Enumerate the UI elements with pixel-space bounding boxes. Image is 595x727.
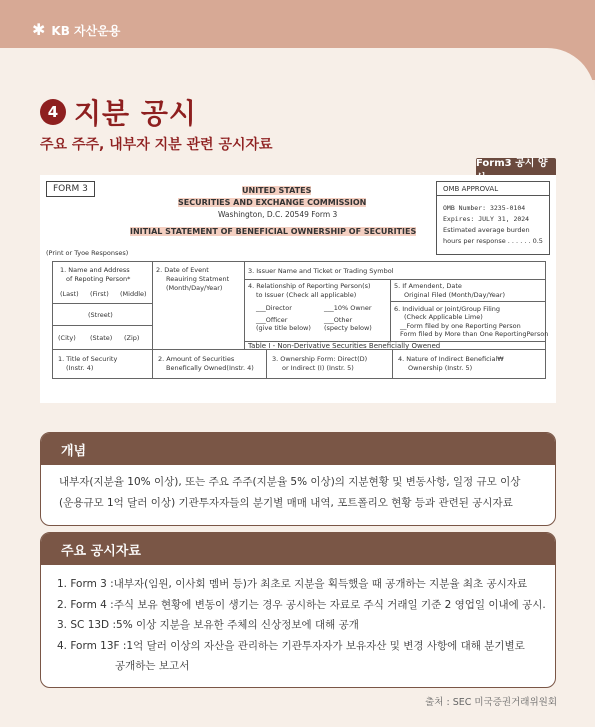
c2-title2: Reauiring Statment [166,275,230,283]
c1-last: (Last) [60,290,79,298]
item-text: 주식 보유 현황에 변동이 생기는 경우 공시하는 자료로 주식 거래일 기준 2 영업일 이내에 공시. [113,598,546,611]
section-number: 4 [40,99,66,125]
form3-document [40,175,556,403]
item-label: 3. SC 13D : [57,619,117,631]
item-text: 5% 이상 지분을 보유한 주체의 신상정보에 대해 공개 [116,619,359,631]
kb-star-icon: ✱ [32,20,46,39]
c4-title1: 4. Relationship of Reporting Person(s) [248,282,371,290]
table-title: Table I - Non-Derivative Securities Beneficially Owened [248,342,441,350]
list-item [57,574,537,595]
t1-a: 1. Title of Security [58,355,118,363]
c4-officer1: ___Officer [256,316,288,324]
header-line1: UNITED STATES [242,186,312,195]
c1-title2: of Repoting Person* [66,275,131,283]
concept-heading: 개념 [41,433,555,465]
grid-line [390,279,391,341]
c4-officer2: (give title below) [256,324,311,332]
header-line4: INITIAL STATEMENT OF BENEFICIAL OWNERSHIP OF SECURITIES [130,227,417,236]
omb-approval-box [436,181,550,255]
c1-zip: (Zip) [124,334,140,342]
c5-title2: Original Filed (Month/Day/Year) [404,291,505,299]
c3-title: 3. Issuer Name and Ticket or Trading Symbol [248,267,394,275]
t4-a: 4. Nature of Indirect Beneficial₩ [398,355,504,363]
grid-line [52,325,152,326]
item-label: 1. Form 3 : [57,578,114,590]
t1-b: (Instr. 4) [66,364,94,372]
item-text: 1억 달러 이상의 자산을 관리하는 기관투자자가 보유자산 및 변경 사항에 대해 분기별로 [126,639,525,652]
grid-line [152,349,153,379]
form-tag: Form3 공시 양 [476,158,556,180]
t3-b: or Indirect (I) (Instr. 5) [282,364,354,372]
source-note: 출처 : SEC 미국증권거래위원회 [425,697,557,708]
kb-logo [32,20,120,40]
concept-line2: (운용규모 1억 달러 이상) 기관투자자들의 분기별 매매 내역, 포트폴리오 현황 등과 관련된 공시자료 [59,497,513,509]
materials-panel [40,532,556,688]
header-line2: SECURITIES AND EXCHANGE COMMISSION [178,198,367,207]
brand-name: KB 자산운용 [51,23,121,38]
grid-line [390,301,546,302]
grid-line [152,261,153,349]
omb-title: OMB APPROVAL [443,185,499,193]
omb-number: OMB Number: 3235-0104 [443,204,526,212]
concept-panel [40,432,556,526]
c5-title1: 5. If Amendent, Date [394,282,462,290]
c1-first: (First) [90,290,109,298]
c4-title2: to Issuer (Check all applicable) [256,291,357,299]
grid-line [244,261,245,349]
item-label: 2. Form 4 : [57,598,114,611]
grid-line [266,349,267,379]
t2-b: Benefically Owned(Instr. 4) [166,364,254,372]
list-item [57,615,537,636]
omb-burden1: Estimated average burden [443,226,530,234]
c1-city: (City) [58,334,76,342]
section-title: 지분 공시 [74,97,197,130]
c4-director: ___Director [256,304,292,312]
print-note: (Print or Tyoe Responses) [46,249,129,257]
c6-title4: Form filed by More than One ReportingPerson [400,330,549,338]
omb-expires: Expires: JULY 31, 2024 [443,215,530,223]
c6-title3: __Form filed by one Reporting Person [400,322,521,330]
list-item [57,595,546,616]
concept-line1: 내부자(지분율 10% 이상), 또는 주요 주주(지분율 5% 이상)의 지분현황 및 변동사항, 일정 규모 이상 [59,476,521,488]
c4-other1: ___Other [324,316,353,324]
omb-burden2: hours per response . . . . . . 0.5 [443,237,543,245]
c2-title3: (Month/Day/Year) [166,284,223,292]
grid-line [52,303,152,304]
list-item-continuation [57,656,537,677]
concept-body [41,465,555,520]
c2-title1: 2. Date of Event [156,266,209,274]
t2-a: 2. Amount of Securities [158,355,235,363]
materials-heading: 주요 공시자료 [41,533,555,565]
materials-body [41,565,555,688]
section-header [40,92,197,132]
c1-middle: (Middle) [120,290,147,298]
grid-line [392,349,393,379]
c1-state: (State) [90,334,113,342]
c6-title1: 6. Individual or Joint/Group Filing [394,305,501,313]
t3-a: 3. Ownership Form: Direct(D) [272,355,368,363]
list-item [57,636,537,657]
c4-owner: ___10% Owner [324,304,372,312]
c1-title1: 1. Name and Address [60,266,130,274]
header-line3: Washington, D.C. 20549 Form 3 [218,210,338,219]
c6-title2: (Check Applicable Lime) [404,313,483,321]
item-text: 공개하는 보고서 [115,660,190,672]
t4-b: Ownership (Instr. 5) [408,364,473,372]
item-label: 4. Form 13F : [57,639,127,652]
section-subtitle: 주요 주주, 내부자 지분 관련 공시자료 [40,137,273,153]
c4-other2: (specty below) [324,324,372,332]
form-label: FORM 3 [46,181,95,197]
c1-street: (Street) [88,311,113,319]
grid-line [244,279,546,280]
item-text: 내부자(임원, 이사회 멤버 등)가 최초로 지분을 획득했을 때 공개하는 지분율 최초 공시자료 [113,578,528,590]
